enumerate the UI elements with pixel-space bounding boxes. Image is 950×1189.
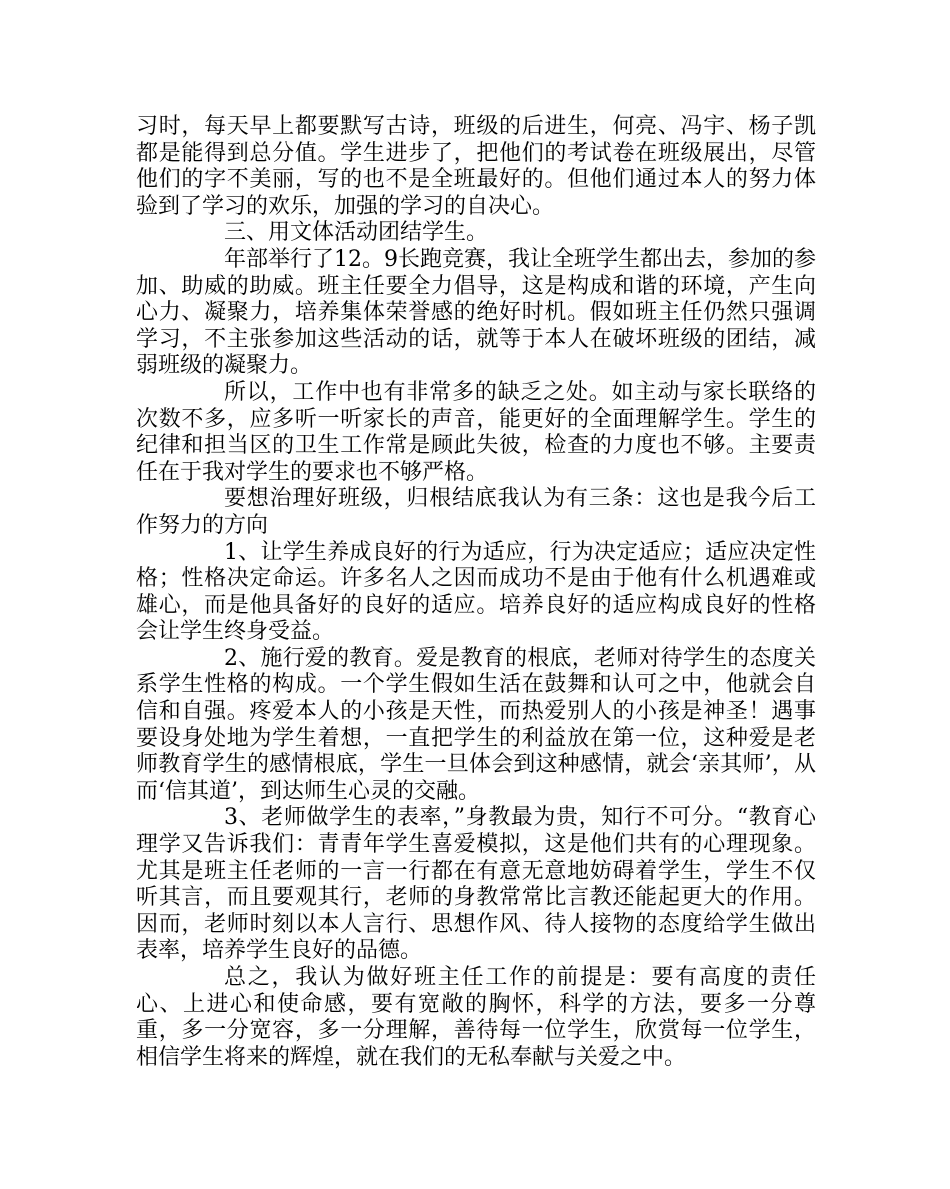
paragraph-race: 年部举行了12。9长跑竞赛，我让全班学生都出去，参加的参加、助威的助威。班主任要全力倡导，这是构成和谐的环境，产生向心力、凝聚力，培养集体荣誉感的绝好时机。假如班主任仍然只强调学习，不主张参加这些活动的话，就等于本人在破坏班级的团结，减弱班级的凝聚力。 xyxy=(136,246,816,379)
paragraph-point-2: 2、施行爱的教育。爱是教育的根底，老师对待学生的态度关系学生性格的构成。一个学生假如生活在鼓舞和认可之中，他就会自信和自强。疼爱本人的小孩是天性，而热爱别人的小孩是神圣！遇事要设身处地为学生着想，一直把学生的利益放在第一位，这种爱是老师教育学生的感情根底，学生一旦体会到这种感情，就会‘亲其师’，从而‘信其道’，到达师生心灵的交融。 xyxy=(136,645,816,804)
section-heading-activities: 三、用文体活动团结学生。 xyxy=(224,220,489,246)
paragraph-point-3: 3、老师做学生的表率，”身教最为贵，知行不可分。“教育心理学又告诉我们：青青年学生喜爱模拟，这是他们共有的心理现象。尤其是班主任老师的一言一行都在有意无意地妨碍着学生，学生不仅听其言，而且要观其行，老师的身教常常比言教还能起更大的作用。因而，老师时刻以本人言行、思想作风、待人接物的态度给学生做出表率，培养学生良好的品德。 xyxy=(136,805,816,964)
paragraph-three-points-intro: 要想治理好班级，归根结底我认为有三条：这也是我今后工作努力的方向 xyxy=(136,486,816,538)
document-body xyxy=(136,114,816,1071)
paragraph-conclusion: 总之，我认为做好班主任工作的前提是：要有高度的责任心、上进心和使命感，要有宽敞的胸怀，科学的方法，要多一分尊重，多一分宽容，多一分理解，善待每一位学生，欣赏每一位学生，相信学生将来的辉煌，就在我们的无私奉献与关爱之中。 xyxy=(136,965,816,1070)
paragraph-continuation: 习时，每天早上都要默写古诗，班级的后进生，何亮、冯宇、杨子凯都是能得到总分值。学生进步了，把他们的考试卷在班级展出，尽管他们的字不美丽，写的也不是全班最好的。但他们通过本人的努力体验到了学习的欢乐，加强的学习的自决心。 xyxy=(136,114,816,219)
paragraph-point-1: 1、让学生养成良好的行为适应，行为决定适应；适应决定性格；性格决定命运。许多名人之因而成功不是由于他有什么机遇难或雄心，而是他具备好的良好的适应。培养良好的适应构成良好的性格会让学生终身受益。 xyxy=(136,539,816,645)
paragraph-shortcomings: 所以，工作中也有非常多的缺乏之处。如主动与家长联络的次数不多，应多听一听家长的声音，能更好的全面理解学生。学生的纪律和担当区的卫生工作常是顾此失彼，检查的力度也不够。主要责任在于我对学生的要求也不够严格。 xyxy=(136,379,816,485)
